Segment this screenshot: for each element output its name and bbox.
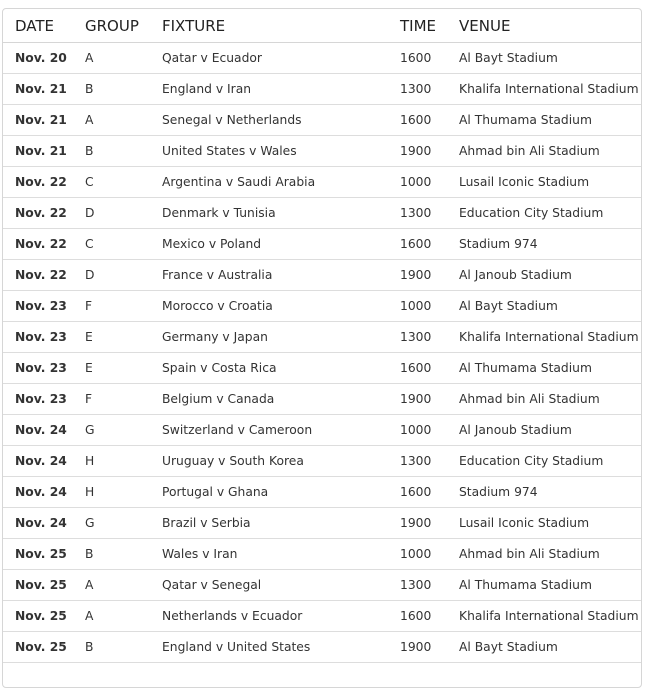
cell-fixture: England v Iran (162, 74, 400, 105)
table-row (3, 198, 641, 229)
cell-venue: Ahmad bin Ali Stadium (459, 384, 641, 415)
cell-date: Nov. 24 (3, 415, 85, 446)
cell-venue: Khalifa International Stadium (459, 601, 641, 632)
cell-group: G (85, 508, 162, 539)
table-row (3, 136, 641, 167)
cell-time: 1300 (400, 570, 459, 601)
cell-group: A (85, 105, 162, 136)
cell-date: Nov. 22 (3, 198, 85, 229)
cell-group: F (85, 291, 162, 322)
cell-fixture: Brazil v Serbia (162, 508, 400, 539)
cell-time: 1300 (400, 322, 459, 353)
cell-group: A (85, 601, 162, 632)
cell-fixture: United States v Wales (162, 136, 400, 167)
cell-group: C (85, 229, 162, 260)
fixtures-table (3, 9, 641, 663)
table-row (3, 601, 641, 632)
cell-group: A (85, 43, 162, 74)
table-row (3, 508, 641, 539)
cell-date: Nov. 23 (3, 384, 85, 415)
cell-time: 1600 (400, 105, 459, 136)
cell-group: B (85, 539, 162, 570)
cell-date: Nov. 24 (3, 508, 85, 539)
cell-venue: Al Janoub Stadium (459, 415, 641, 446)
cell-date: Nov. 21 (3, 136, 85, 167)
cell-fixture: Uruguay v South Korea (162, 446, 400, 477)
cell-fixture: England v United States (162, 632, 400, 663)
cell-group: D (85, 198, 162, 229)
cell-date: Nov. 23 (3, 353, 85, 384)
cell-date: Nov. 22 (3, 167, 85, 198)
cell-venue: Lusail Iconic Stadium (459, 508, 641, 539)
table-row (3, 446, 641, 477)
cell-venue: Ahmad bin Ali Stadium (459, 136, 641, 167)
cell-fixture: France v Australia (162, 260, 400, 291)
cell-time: 1000 (400, 415, 459, 446)
cell-fixture: Denmark v Tunisia (162, 198, 400, 229)
cell-fixture: Senegal v Netherlands (162, 105, 400, 136)
cell-group: C (85, 167, 162, 198)
cell-group: B (85, 74, 162, 105)
cell-venue: Al Thumama Stadium (459, 353, 641, 384)
table-row (3, 260, 641, 291)
cell-group: A (85, 570, 162, 601)
cell-time: 1900 (400, 508, 459, 539)
cell-group: B (85, 632, 162, 663)
header-time: TIME (400, 9, 459, 43)
cell-fixture: Mexico v Poland (162, 229, 400, 260)
cell-date: Nov. 22 (3, 229, 85, 260)
cell-time: 1000 (400, 539, 459, 570)
cell-time: 1300 (400, 74, 459, 105)
table-row (3, 322, 641, 353)
cell-venue: Ahmad bin Ali Stadium (459, 539, 641, 570)
cell-venue: Al Janoub Stadium (459, 260, 641, 291)
cell-venue: Khalifa International Stadium (459, 74, 641, 105)
cell-group: D (85, 260, 162, 291)
cell-venue: Al Bayt Stadium (459, 291, 641, 322)
table-row (3, 167, 641, 198)
table-row (3, 229, 641, 260)
cell-time: 1300 (400, 198, 459, 229)
cell-date: Nov. 23 (3, 322, 85, 353)
cell-venue: Khalifa International Stadium (459, 322, 641, 353)
header-row (3, 9, 641, 43)
cell-venue: Education City Stadium (459, 446, 641, 477)
fixtures-table-container (2, 8, 642, 688)
cell-group: E (85, 322, 162, 353)
cell-venue: Al Bayt Stadium (459, 43, 641, 74)
header-date: DATE (3, 9, 85, 43)
cell-time: 1000 (400, 167, 459, 198)
cell-group: H (85, 477, 162, 508)
cell-group: B (85, 136, 162, 167)
cell-fixture: Argentina v Saudi Arabia (162, 167, 400, 198)
table-header (3, 9, 641, 43)
table-row (3, 353, 641, 384)
table-row (3, 43, 641, 74)
cell-date: Nov. 25 (3, 570, 85, 601)
cell-group: E (85, 353, 162, 384)
cell-fixture: Qatar v Ecuador (162, 43, 400, 74)
cell-date: Nov. 20 (3, 43, 85, 74)
cell-time: 1900 (400, 136, 459, 167)
cell-time: 1900 (400, 384, 459, 415)
cell-venue: Education City Stadium (459, 198, 641, 229)
cell-fixture: Netherlands v Ecuador (162, 601, 400, 632)
cell-fixture: Spain v Costa Rica (162, 353, 400, 384)
cell-time: 1600 (400, 229, 459, 260)
cell-group: G (85, 415, 162, 446)
cell-group: F (85, 384, 162, 415)
cell-time: 1300 (400, 446, 459, 477)
cell-time: 1600 (400, 601, 459, 632)
cell-date: Nov. 25 (3, 601, 85, 632)
cell-time: 1000 (400, 291, 459, 322)
table-row (3, 632, 641, 663)
cell-time: 1900 (400, 632, 459, 663)
table-row (3, 570, 641, 601)
cell-date: Nov. 21 (3, 74, 85, 105)
header-venue: VENUE (459, 9, 641, 43)
cell-date: Nov. 25 (3, 632, 85, 663)
cell-date: Nov. 24 (3, 446, 85, 477)
cell-fixture: Qatar v Senegal (162, 570, 400, 601)
cell-date: Nov. 22 (3, 260, 85, 291)
cell-fixture: Germany v Japan (162, 322, 400, 353)
table-row (3, 74, 641, 105)
cell-time: 1600 (400, 477, 459, 508)
cell-venue: Stadium 974 (459, 229, 641, 260)
cell-date: Nov. 21 (3, 105, 85, 136)
cell-venue: Al Thumama Stadium (459, 570, 641, 601)
table-row (3, 384, 641, 415)
cell-time: 1900 (400, 260, 459, 291)
cell-venue: Lusail Iconic Stadium (459, 167, 641, 198)
table-row (3, 105, 641, 136)
cell-venue: Al Bayt Stadium (459, 632, 641, 663)
header-fixture: FIXTURE (162, 9, 400, 43)
cell-fixture: Portugal v Ghana (162, 477, 400, 508)
cell-time: 1600 (400, 353, 459, 384)
cell-group: H (85, 446, 162, 477)
cell-fixture: Wales v Iran (162, 539, 400, 570)
table-row (3, 539, 641, 570)
cell-venue: Stadium 974 (459, 477, 641, 508)
header-group: GROUP (85, 9, 162, 43)
table-body (3, 43, 641, 663)
cell-date: Nov. 25 (3, 539, 85, 570)
cell-date: Nov. 24 (3, 477, 85, 508)
cell-time: 1600 (400, 43, 459, 74)
cell-fixture: Switzerland v Cameroon (162, 415, 400, 446)
cell-fixture: Morocco v Croatia (162, 291, 400, 322)
cell-date: Nov. 23 (3, 291, 85, 322)
table-row (3, 477, 641, 508)
cell-venue: Al Thumama Stadium (459, 105, 641, 136)
cell-fixture: Belgium v Canada (162, 384, 400, 415)
table-row (3, 415, 641, 446)
table-row (3, 291, 641, 322)
